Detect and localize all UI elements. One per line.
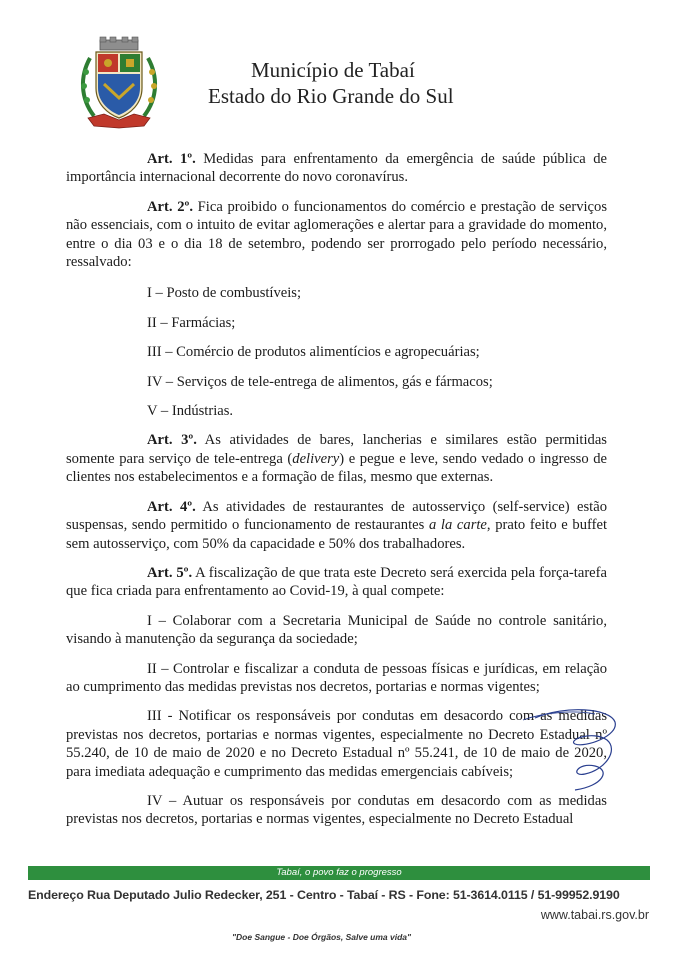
article-2-label: Art. 2º. — [147, 198, 193, 215]
article-5 — [66, 564, 607, 601]
article-3-text-a: As atividades de bares, lancherias e similares estão permitidas somente para serviço de tele-entrega ( — [66, 432, 607, 467]
decree-body — [66, 150, 607, 840]
article-5-item-4: IV – Autuar os responsáveis por condutas em desacordo com as medidas previstas nos decretos, portarias e normas vigentes, especialmente no Decreto Estadual — [66, 792, 607, 828]
article-4-label: Art. 4º. — [147, 498, 196, 515]
article-3-text-b: ) e pegue e leve, sendo vedado o ingresso de clientes nos estabelecimentos e a formação de filas, mesmo que externas. — [66, 450, 607, 486]
article-3 — [66, 431, 607, 486]
article-4-text-a: As atividades de restaurantes de autosserviço (self-service) estão suspensas, sendo permitido o funcionamento de restaurantes — [66, 498, 607, 534]
article-3-label: Art. 3º. — [147, 432, 197, 449]
article-5-item-3: III - Notificar os responsáveis por condutas em desacordo com as medidas previstas nos decretos, portarias e normas vigentes, especialmente no Decreto Estadual nº 55.240, de 10 de maio de 2020 e no Decreto Estadual nº 55.241, de 10 de maio de 2020, para imediata adequação e cumprimento das medidas emergenciais cabíveis; — [66, 708, 607, 780]
article-1-label: Art. 1º. — [147, 151, 196, 167]
article-4-emphasis: a la carte — [428, 517, 487, 534]
article-2-item-5: V – Indústrias. — [147, 403, 234, 420]
article-5-label: Art. 5º. — [147, 564, 193, 581]
coat-of-arms-icon — [74, 36, 164, 132]
article-5-text: A fiscalização de que trata este Decreto será exercida pela força-tarefa que fica criada para enfrentamento ao Covid-19, à qual compete: — [66, 564, 607, 600]
article-3-emphasis: delivery — [292, 450, 340, 467]
article-1-text: Medidas para enfrentamento da emergência de saúde pública de importância internacional decorrente do novo coronavírus. — [66, 151, 607, 186]
article-2-item-1: I – Posto de combustíveis; — [147, 285, 302, 302]
article-2 — [66, 198, 607, 272]
article-2-item-4: IV – Serviços de tele-entrega de alimentos, gás e fármacos; — [147, 373, 493, 390]
article-4 — [66, 498, 607, 553]
article-4-text-b: , prato feito e buffet sem autosserviço, com 50% da capacidade e 50% dos trabalhadores. — [66, 517, 608, 552]
article-5-item-2: II – Controlar e fiscalizar a conduta de pessoas físicas e jurídicas, em relação ao cumprimento das medidas previstas nos decretos, portarias e normas vigentes; — [66, 660, 607, 695]
article-1 — [66, 150, 607, 187]
state-name: Estado do Rio Grande do Sul — [208, 84, 454, 108]
website-link[interactable]: www.tabai.rs.gov.br — [540, 908, 649, 922]
municipality-name: Município de Tabaí — [251, 58, 415, 82]
donation-motto: "Doe Sangue - Doe Órgãos, Salve uma vida" — [232, 932, 412, 942]
address-line: Endereço Rua Deputado Julio Redecker, 251 - Centro - Tabaí - RS - Fone: 51-3614.0115 / 51-99952.9190 — [28, 888, 620, 902]
article-5-item-1: I – Colaborar com a Secretaria Municipal de Saúde no controle sanitário, visando à manutenção da segurança da sociedade; — [66, 612, 607, 648]
slogan-bar: Tabaí, o povo faz o progresso — [28, 866, 650, 880]
article-2-item-2: II – Farmácias; — [147, 314, 236, 331]
article-2-item-3: III – Comércio de produtos alimentícios e agropecuárias; — [147, 344, 480, 361]
article-2-text: Fica proibido o funcionamentos do comércio e prestação de serviços não essenciais, com o intuito de evitar aglomerações e alertar para a gravidade do momento, entre o dia 03 e o dia 18 de setembro, podendo ser prorrogado pelo período necessário, ressalvado: — [66, 198, 607, 271]
